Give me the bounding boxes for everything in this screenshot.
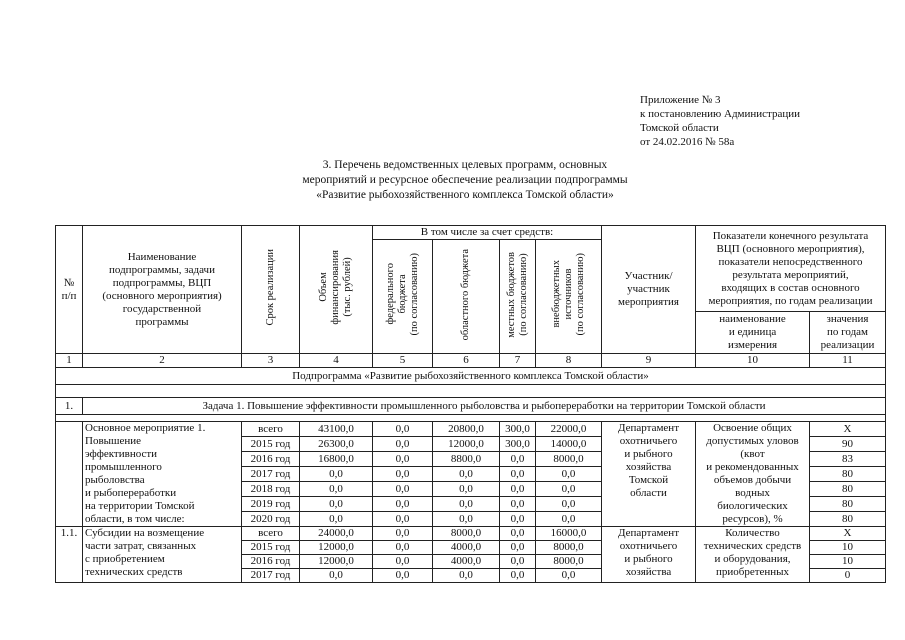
- header-indicator-name: наименование и единица измерения: [696, 312, 810, 354]
- participant-line: охотничьего: [619, 435, 678, 447]
- participant: [602, 527, 696, 583]
- block-name-line: на территории Томской: [85, 500, 195, 512]
- volume-cell: 0,0: [300, 497, 373, 512]
- header-num: № п/п: [56, 226, 83, 354]
- appendix-header: [640, 93, 800, 149]
- indicator-value: 90: [810, 437, 886, 452]
- local-cell: 0,0: [500, 569, 536, 583]
- term-cell: 2015 год: [242, 437, 300, 452]
- title-line: мероприятий и ресурсное обеспечение реализации подпрограммы: [302, 174, 628, 186]
- term-cell: 2016 год: [242, 555, 300, 569]
- participant-line: хозяйства: [625, 566, 672, 578]
- extra-cell: 16000,0: [536, 527, 602, 541]
- federal-cell: 0,0: [373, 541, 433, 555]
- regional-cell: 8000,0: [433, 527, 500, 541]
- extra-cell: 0,0: [536, 467, 602, 482]
- block-name-line: части затрат, связанных: [85, 540, 197, 552]
- indicator-name-line: ресурсов), %: [722, 513, 783, 525]
- column-number: 10: [696, 354, 810, 368]
- indicator-name-line: (квот: [740, 448, 765, 460]
- block-name-line: Основное мероприятие 1.: [85, 422, 206, 434]
- participant-line: и рыбного: [624, 448, 673, 460]
- header-participant: Участник/ участник мероприятия: [602, 226, 696, 354]
- indicator-name-line: технических средств: [703, 540, 802, 552]
- extra-cell: 8000,0: [536, 452, 602, 467]
- extra-cell: 22000,0: [536, 422, 602, 437]
- extra-cell: 14000,0: [536, 437, 602, 452]
- indicator-value: X: [810, 422, 886, 437]
- regional-cell: 12000,0: [433, 437, 500, 452]
- local-cell: 0,0: [500, 482, 536, 497]
- indicator-name-line: водных: [735, 487, 770, 499]
- block-name-line: рыболовства: [85, 474, 145, 486]
- volume-cell: 43100,0: [300, 422, 373, 437]
- indicator-name-line: Количество: [725, 527, 780, 539]
- appendix-line: Томской области: [640, 122, 719, 134]
- indicator-name-line: Освоение общих: [713, 422, 792, 434]
- extra-cell: 0,0: [536, 482, 602, 497]
- local-cell: 0,0: [500, 467, 536, 482]
- regional-cell: 0,0: [433, 569, 500, 583]
- title-line: 3. Перечень ведомственных целевых программ, основных: [322, 159, 608, 171]
- block-name-line: Повышение: [85, 435, 142, 447]
- header-indicators: Показатели конечного результата ВЦП (основного мероприятия), показатели непосредственного результата мероприятий, входящих в состав основного мероприятия, по годам реализации: [696, 226, 886, 312]
- block-name-line: эффективности: [85, 448, 158, 460]
- term-cell: 2019 год: [242, 497, 300, 512]
- column-number: 6: [433, 354, 500, 368]
- indicator-name-line: и оборудования,: [714, 553, 791, 565]
- federal-cell: 0,0: [373, 422, 433, 437]
- term-cell: 2020 год: [242, 512, 300, 527]
- regional-cell: 0,0: [433, 482, 500, 497]
- federal-cell: 0,0: [373, 527, 433, 541]
- table-row: [56, 527, 886, 541]
- term-cell: 2018 год: [242, 482, 300, 497]
- program-table: [55, 225, 886, 583]
- participant-line: хозяйства: [625, 461, 672, 473]
- header-indicator-value: значения по годам реализации: [810, 312, 886, 354]
- regional-cell: 0,0: [433, 497, 500, 512]
- extra-cell: 0,0: [536, 497, 602, 512]
- table-row: [56, 422, 886, 437]
- header-name: Наименование подпрограммы, задачи подпрограммы, ВЦП (основного мероприятия) государственной программы: [83, 226, 242, 354]
- block-name-line: с приобретением: [85, 553, 165, 565]
- column-number: 5: [373, 354, 433, 368]
- block-number: 1.1.: [56, 527, 83, 583]
- indicator-name: [696, 527, 810, 583]
- column-number: 8: [536, 354, 602, 368]
- title-line: «Развитие рыбохозяйственного комплекса Томской области»: [316, 189, 614, 201]
- indicator-value: 10: [810, 541, 886, 555]
- federal-cell: 0,0: [373, 497, 433, 512]
- local-cell: 300,0: [500, 422, 536, 437]
- block-name-line: Субсидии на возмещение: [85, 527, 205, 539]
- block-name: [83, 422, 242, 527]
- participant-line: Департамент: [618, 422, 680, 434]
- term-cell: 2016 год: [242, 452, 300, 467]
- indicator-value: X: [810, 527, 886, 541]
- participant-line: Томской: [628, 474, 669, 486]
- column-number: 2: [83, 354, 242, 368]
- block-number: [56, 422, 83, 527]
- column-number: 11: [810, 354, 886, 368]
- header-term: Срок реализации: [242, 226, 300, 354]
- indicator-value: 80: [810, 482, 886, 497]
- local-cell: 0,0: [500, 527, 536, 541]
- indicator-name-line: и рекомендованных: [706, 461, 799, 473]
- appendix-line: Приложение № 3: [640, 94, 721, 106]
- volume-cell: 26300,0: [300, 437, 373, 452]
- participant-line: области: [630, 487, 667, 499]
- header-regional: областного бюджета: [433, 240, 500, 354]
- block-name-line: и рыбопереработки: [85, 487, 177, 499]
- indicator-value: 10: [810, 555, 886, 569]
- term-cell: 2017 год: [242, 467, 300, 482]
- volume-cell: 12000,0: [300, 555, 373, 569]
- indicator-name-line: биологических: [717, 500, 788, 512]
- federal-cell: 0,0: [373, 512, 433, 527]
- appendix-line: от 24.02.2016 № 58а: [640, 136, 735, 148]
- column-number: 9: [602, 354, 696, 368]
- indicator-value: 80: [810, 467, 886, 482]
- indicator-name: [696, 422, 810, 527]
- indicator-name-line: приобретенных: [715, 566, 790, 578]
- local-cell: 300,0: [500, 437, 536, 452]
- block-name: [83, 527, 242, 583]
- extra-cell: 0,0: [536, 512, 602, 527]
- header-local: местных бюджетов (по согласованию): [500, 240, 536, 354]
- federal-cell: 0,0: [373, 452, 433, 467]
- regional-cell: 4000,0: [433, 555, 500, 569]
- indicator-value: 0: [810, 569, 886, 583]
- term-cell: 2015 год: [242, 541, 300, 555]
- volume-cell: 0,0: [300, 569, 373, 583]
- federal-cell: 0,0: [373, 437, 433, 452]
- participant-line: и рыбного: [624, 553, 673, 565]
- term-cell: всего: [242, 527, 300, 541]
- regional-cell: 4000,0: [433, 541, 500, 555]
- block-name-line: промышленного: [85, 461, 162, 473]
- local-cell: 0,0: [500, 512, 536, 527]
- participant-line: Департамент: [618, 527, 680, 539]
- task-row: Задача 1. Повышение эффективности промышленного рыболовства и рыбопереработки на территории Томской области: [83, 398, 886, 415]
- volume-cell: 16800,0: [300, 452, 373, 467]
- federal-cell: 0,0: [373, 482, 433, 497]
- local-cell: 0,0: [500, 541, 536, 555]
- regional-cell: 0,0: [433, 512, 500, 527]
- volume-cell: 0,0: [300, 467, 373, 482]
- term-cell: всего: [242, 422, 300, 437]
- participant-line: охотничьего: [619, 540, 678, 552]
- subprogram-row: Подпрограмма «Развитие рыбохозяйственного комплекса Томской области»: [56, 368, 886, 385]
- header-federal: федерального бюджета (по согласованию): [373, 240, 433, 354]
- participant: [602, 422, 696, 527]
- federal-cell: 0,0: [373, 467, 433, 482]
- regional-cell: 20800,0: [433, 422, 500, 437]
- header-extra: внебюджетных источников (по согласованию): [536, 240, 602, 354]
- volume-cell: 24000,0: [300, 527, 373, 541]
- volume-cell: 12000,0: [300, 541, 373, 555]
- extra-cell: 0,0: [536, 569, 602, 583]
- federal-cell: 0,0: [373, 569, 433, 583]
- indicator-value: 80: [810, 512, 886, 527]
- column-number: 7: [500, 354, 536, 368]
- volume-cell: 0,0: [300, 512, 373, 527]
- document-title: [230, 158, 700, 203]
- term-cell: 2017 год: [242, 569, 300, 583]
- column-number: 1: [56, 354, 83, 368]
- federal-cell: 0,0: [373, 555, 433, 569]
- column-number: 3: [242, 354, 300, 368]
- volume-cell: 0,0: [300, 482, 373, 497]
- regional-cell: 0,0: [433, 467, 500, 482]
- block-name-line: технических средств: [85, 566, 183, 578]
- block-name-line: области, в том числе:: [85, 513, 185, 525]
- indicator-name-line: объемов добычи: [713, 474, 792, 486]
- local-cell: 0,0: [500, 555, 536, 569]
- column-number: 4: [300, 354, 373, 368]
- indicator-name-line: допустимых уловов: [706, 435, 799, 447]
- indicator-value: 83: [810, 452, 886, 467]
- indicator-value: 80: [810, 497, 886, 512]
- local-cell: 0,0: [500, 497, 536, 512]
- extra-cell: 8000,0: [536, 555, 602, 569]
- regional-cell: 8800,0: [433, 452, 500, 467]
- appendix-line: к постановлению Администрации: [640, 108, 801, 120]
- local-cell: 0,0: [500, 452, 536, 467]
- task-num: 1.: [56, 398, 83, 415]
- header-including: В том числе за счет средств:: [373, 226, 602, 240]
- extra-cell: 8000,0: [536, 541, 602, 555]
- header-volume: Объем финансирования (тыс. рублей): [300, 226, 373, 354]
